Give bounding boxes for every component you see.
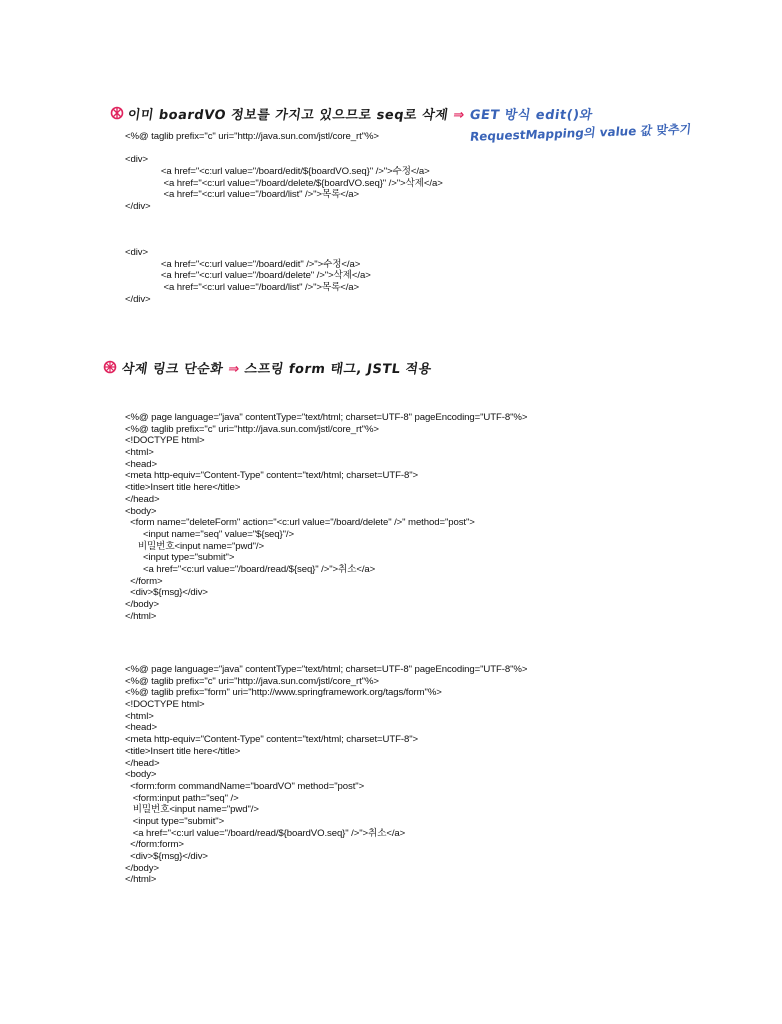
code-line: <div> [125, 247, 148, 258]
code-line: <div> [125, 154, 148, 166]
code-line: <!DOCTYPE html> [125, 699, 205, 711]
handwritten-note-1 [127, 104, 594, 123]
note-1-highlight: GET 방식 edit()와 [468, 108, 594, 123]
code-line: <html> [125, 447, 154, 459]
code-block-simplified-div [125, 247, 371, 305]
code-line: </div> [125, 293, 151, 305]
code-block-delete-form-jsp [125, 412, 527, 622]
code-line: <form:input path="seq" /> [125, 792, 239, 804]
code-block-spring-form-jsp [125, 664, 527, 886]
red-arrow-icon: ⇒ [452, 108, 466, 123]
code-line: <%@ taglib prefix="c" uri="http://java.sun.com/jstl/core_rt"%> [125, 423, 379, 435]
handwritten-note-1-continuation: RequestMapping의 value 값 맞추기 [469, 122, 692, 144]
code-line: <%@ page language="java" contentType="text/html; charset=UTF-8" pageEncoding="UTF-8"%> [125, 664, 528, 675]
code-line: <body> [125, 769, 157, 781]
code-line: <!DOCTYPE html> [125, 435, 205, 447]
code-block-taglib-div [125, 131, 443, 213]
code-line: <div>${msg}</div> [125, 851, 208, 862]
code-line: <form:form commandName="boardVO" method="post"> [125, 780, 365, 792]
code-line: <body> [125, 505, 157, 517]
code-line: </head> [125, 493, 160, 505]
code-line: <div>${msg}</div> [125, 587, 208, 599]
code-line: <head> [125, 458, 157, 470]
code-line: </html> [125, 874, 157, 886]
note-1-text: 이미 boardVO 정보를 가지고 있으므로 seq로 삭제 [126, 108, 450, 123]
code-line: </head> [125, 757, 160, 769]
code-line: <a href="<c:url value="/board/read/${boardVO.seq}" />">취소</a> [125, 827, 406, 839]
code-line: <head> [125, 722, 157, 734]
code-line: <meta http-equiv="Content-Type" content="text/html; charset=UTF-8"> [125, 734, 419, 746]
code-line: <a href="<c:url value="/board/delete" />">삭제</a> [125, 270, 371, 282]
code-line: <%@ taglib prefix="form" uri="http://www.springframework.org/tags/form"%> [125, 687, 442, 699]
code-line: <a href="<c:url value="/board/edit" />">수정</a> [125, 258, 361, 270]
code-line: <a href="<c:url value="/board/delete/${boardVO.seq}" />">삭제</a> [125, 177, 443, 189]
code-line: <%@ page language="java" contentType="text/html; charset=UTF-8" pageEncoding="UTF-8"%> [125, 412, 528, 423]
code-line: <%@ taglib prefix="c" uri="http://java.sun.com/jstl/core_rt"%> [125, 675, 379, 687]
code-line: </form:form> [125, 839, 184, 851]
code-line: </html> [125, 610, 157, 622]
code-line: </div> [125, 201, 151, 213]
code-line: <input type="submit"> [125, 815, 225, 827]
code-line: 비밀번호<input name="pwd"/> [125, 804, 259, 816]
code-line: <input type="submit"> [125, 552, 235, 564]
note-2-highlight: 스프링 form 태그, JSTL 적용 [243, 362, 433, 377]
code-line: <a href="<c:url value="/board/edit/${boardVO.seq}" />">수정</a> [125, 166, 430, 178]
code-line: <input name="seq" value="${seq}"/> [125, 528, 295, 540]
code-line: <a href="<c:url value="/board/list" />">목록</a> [125, 189, 360, 201]
red-circle-marker-icon [103, 360, 117, 374]
code-line: </body> [125, 599, 159, 610]
handwritten-note-2 [121, 358, 433, 377]
code-line: <title>Insert title here</title> [125, 745, 241, 757]
red-arrow-icon: ⇒ [227, 362, 241, 377]
code-line: 비밀번호<input name="pwd"/> [125, 540, 264, 552]
code-line: </body> [125, 862, 159, 874]
code-line: <a href="<c:url value="/board/list" />">목록</a> [125, 282, 360, 294]
code-line: <form name="deleteForm" action="<c:url value="/board/delete" />" method="post"> [125, 517, 475, 529]
code-line: <%@ taglib prefix="c" uri="http://java.sun.com/jstl/core_rt"%> [125, 131, 379, 142]
code-line: </form> [125, 575, 163, 587]
code-line: <a href="<c:url value="/board/read/${seq}" />">취소</a> [125, 563, 376, 575]
note-2-text: 삭제 링크 단순화 [120, 362, 225, 377]
code-line: <title>Insert title here</title> [125, 482, 241, 494]
red-star-marker-icon [110, 106, 124, 120]
code-line: <meta http-equiv="Content-Type" content="text/html; charset=UTF-8"> [125, 470, 419, 482]
code-line [125, 143, 443, 155]
code-line: <html> [125, 710, 154, 722]
